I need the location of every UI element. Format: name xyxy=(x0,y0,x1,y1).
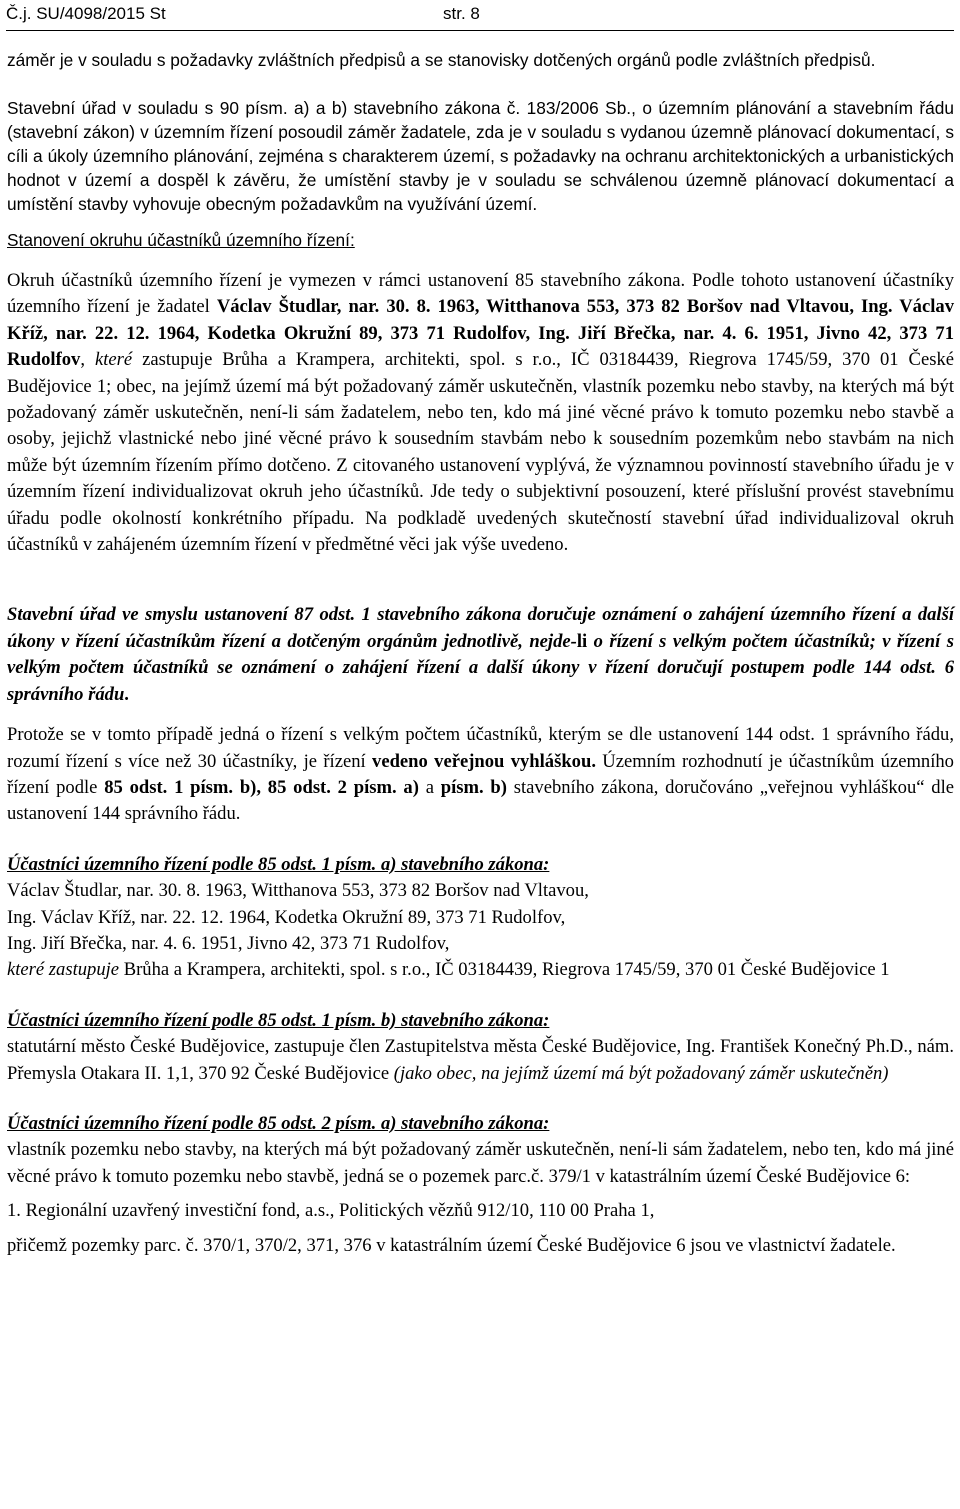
section-c-text: vlastník pozemku nebo stavby, na kterých má být požadovaný záměr uskutečněn, není-li sám žadatelem, nebo ten, kdo má jiné věcné právo k tomuto pozemku nebo stavbě, jedná se o pozemek parc.č. 379/1 v katastrálním území České Budějovice 6: xyxy=(7,1139,954,1187)
participant-zastupce xyxy=(7,957,954,983)
paragraph-okruh xyxy=(7,268,954,558)
doruceni-text-2: li xyxy=(576,630,588,652)
vyhlaska-text-2: Územním rozhodnutí je účastníkům územního řízení podle xyxy=(7,750,954,798)
zastupce-italic: které zastupuje xyxy=(7,959,120,981)
header-rule xyxy=(6,30,954,31)
vyhlaska-bold-2: 85 odst. 1 písm. b), 85 odst. 2 písm. a) xyxy=(104,776,419,798)
section-c-heading: Účastníci územního řízení podle 85 odst. 2 písm. a) stavebního zákona: xyxy=(7,1112,550,1134)
section-ucastnici-b xyxy=(7,1008,954,1087)
paragraph-verejna-vyhlaska xyxy=(7,722,954,828)
vyhlaska-bold-3: písm. b) xyxy=(440,776,507,798)
mesto-text: statutární město České Budějovice, zastupuje člen Zastupitelstva města České Budějovice, Ing. František Konečný Ph.D., nám. Přemysla Otakara II. 1,1, 370 92 České Budějovice xyxy=(7,1036,954,1084)
vyhlaska-text-1: Protože se v tomto případě jedná o řízení s velkým počtem účastníků, kterým se dle ustanovení 144 odst. 1 správního řádu, rozumí řízení s více než 30 účastníky, je řízení xyxy=(7,724,954,772)
vyhlaska-text-3: a xyxy=(418,776,441,798)
mesto-italic-note: (jako obec, na jejímž území má být požadovaný záměr uskutečněn) xyxy=(393,1062,889,1084)
zastupce-text: Brůha a Krampera, architekti, spol. s r.o., IČ 03184439, Riegrova 1745/59, 370 01 České Budějovice 1 xyxy=(119,959,890,981)
section-a-heading: Účastníci územního řízení podle 85 odst. 1 písm. a) stavebního zákona: xyxy=(7,853,550,875)
heading-okruh-ucastniku: Stanovení okruhu účastníků územního řízení: xyxy=(7,230,355,250)
okruh-text-1: Okruh účastníků územního řízení je vymezen v rámci ustanovení 85 stavebního zákona. Podle tohoto ustanovení účastníky územního řízení je žadatel xyxy=(7,270,954,318)
section-c-note: přičemž pozemky parc. č. 370/1, 370/2, 371, 376 v katastrálním území České Budějovice 6 jsou ve vlastnictví žadatele. xyxy=(7,1234,896,1256)
page-number: str. 8 xyxy=(443,4,480,23)
participant-kriz: Ing. Václav Kříž, nar. 22. 12. 1964, Kodetka Okružní 89, 373 71 Rudolfov, xyxy=(7,906,566,928)
section-b-heading: Účastníci územního řízení podle 85 odst. 1 písm. b) stavebního zákona: xyxy=(7,1009,550,1031)
okruh-italic-ktere: které xyxy=(94,349,133,371)
page-header xyxy=(6,0,526,28)
applicants-list: Václav Študlar, nar. 30. 8. 1963, Witthanova 553, 373 82 Boršov nad Vltavou, Ing. Václav Kříž, nar. 22. 12. 1964, Kodetka Okružní 89, 373 71 Rudolfov, Ing. Jiří Břečka, nar. 4. 6. 1951, Jivno 42, 373 71 Rudolfov xyxy=(7,296,954,371)
okruh-text-2: , xyxy=(80,349,95,371)
section-ucastnici-a xyxy=(7,852,954,984)
list-item-fond: 1. Regionální uzavřený investiční fond, a.s., Politických vězňů 912/10, 110 00 Praha 1, xyxy=(7,1200,655,1222)
doruceni-text-3: o řízení s velkým počtem účastníků; v řízení s velkým počtem účastníků se oznámení o zahájení řízení a další úkony v řízení doručují postupem podle 144 odst. 6 správního řádu xyxy=(7,630,954,705)
section-ucastnici-c xyxy=(7,1111,954,1259)
doruceni-text-1: Stavební úřad ve smyslu ustanovení 87 odst. 1 stavebního zákona doručuje oznámení o zahájení územního řízení a další úkony v řízení účastníkům řízení a dotčeným orgánům jednotlivě, nejde- xyxy=(7,604,954,652)
paragraph-doruceni xyxy=(7,602,954,708)
participant-mesto xyxy=(7,1034,954,1087)
vyhlaska-text-4: stavebního zákona, doručováno „veřejnou vyhláškou“ dle ustanovení 144 správního řádu. xyxy=(7,776,954,825)
okruh-text-3: zastupuje Brůha a Krampera, architekti, spol. s r.o., IČ 03184439, Riegrova 1745/59, 370 01 České Budějovice 1; obec, na jejímž území má být požadovaný záměr uskutečněn, vlastník pozemku nebo stavby, na kterých má být požadovaný záměr uskutečněn, není-li sám žadatelem, nebo ten, kdo má jiné věcné právo k tomuto pozemku nebo stavbě a osoby, jejichž vlastnické nebo jiné věcné právo k sousedním stavbám nebo k sousedním pozemkům nebo stavbám na nich může být územním řízením přímo dotčeno. Z citovaného ustanovení vyplývá, že významnou povinností stavebního úřadu je v územním řízení individualizovat okruh jeho účastníků. Jde tedy o subjektivní posouzení, které příslušní provést stavebnímu úřadu podle okolností konkrétního případu. Na podkladě uvedených skutečností stavební úřad individualizoval okruh účastníků v zahájeném územním řízení v předmětné věci jak výše uvedeno. xyxy=(7,349,954,556)
paragraph-zamer: záměr je v souladu s požadavky zvláštních předpisů a se stanovisky dotčených orgánů podle zvláštních předpisů. xyxy=(7,50,876,70)
paragraph-posouzeni: Stavební úřad v souladu s 90 písm. a) a b) stavebního zákona č. 183/2006 Sb., o územním plánování a stavebním řádu (stavební zákon) v územním řízení posoudil záměr žadatele, zda je v souladu s vydanou územně plánovací dokumentací, s cíli a úkoly územního plánování, zejména s charakterem území, s požadavky na ochranu architektonických a urbanistických hodnot v území a dospěl k závěru, že umístění stavby je v souladu se schválenou územně plánovací dokumentací a umístění stavby vyhovuje obecným požadavkům na využívání území. xyxy=(7,98,954,214)
doruceni-text-4: . xyxy=(124,683,129,705)
participant-studlar: Václav Študlar, nar. 30. 8. 1963, Witthanova 553, 373 82 Boršov nad Vltavou, xyxy=(7,880,589,902)
participant-brecka: Ing. Jiří Břečka, nar. 4. 6. 1951, Jivno 42, 373 71 Rudolfov, xyxy=(7,932,450,954)
document-body xyxy=(7,48,954,1259)
document-reference: Č.j. SU/4098/2015 St xyxy=(6,4,166,23)
vyhlaska-bold-1: vedeno veřejnou vyhláškou. xyxy=(372,750,596,772)
